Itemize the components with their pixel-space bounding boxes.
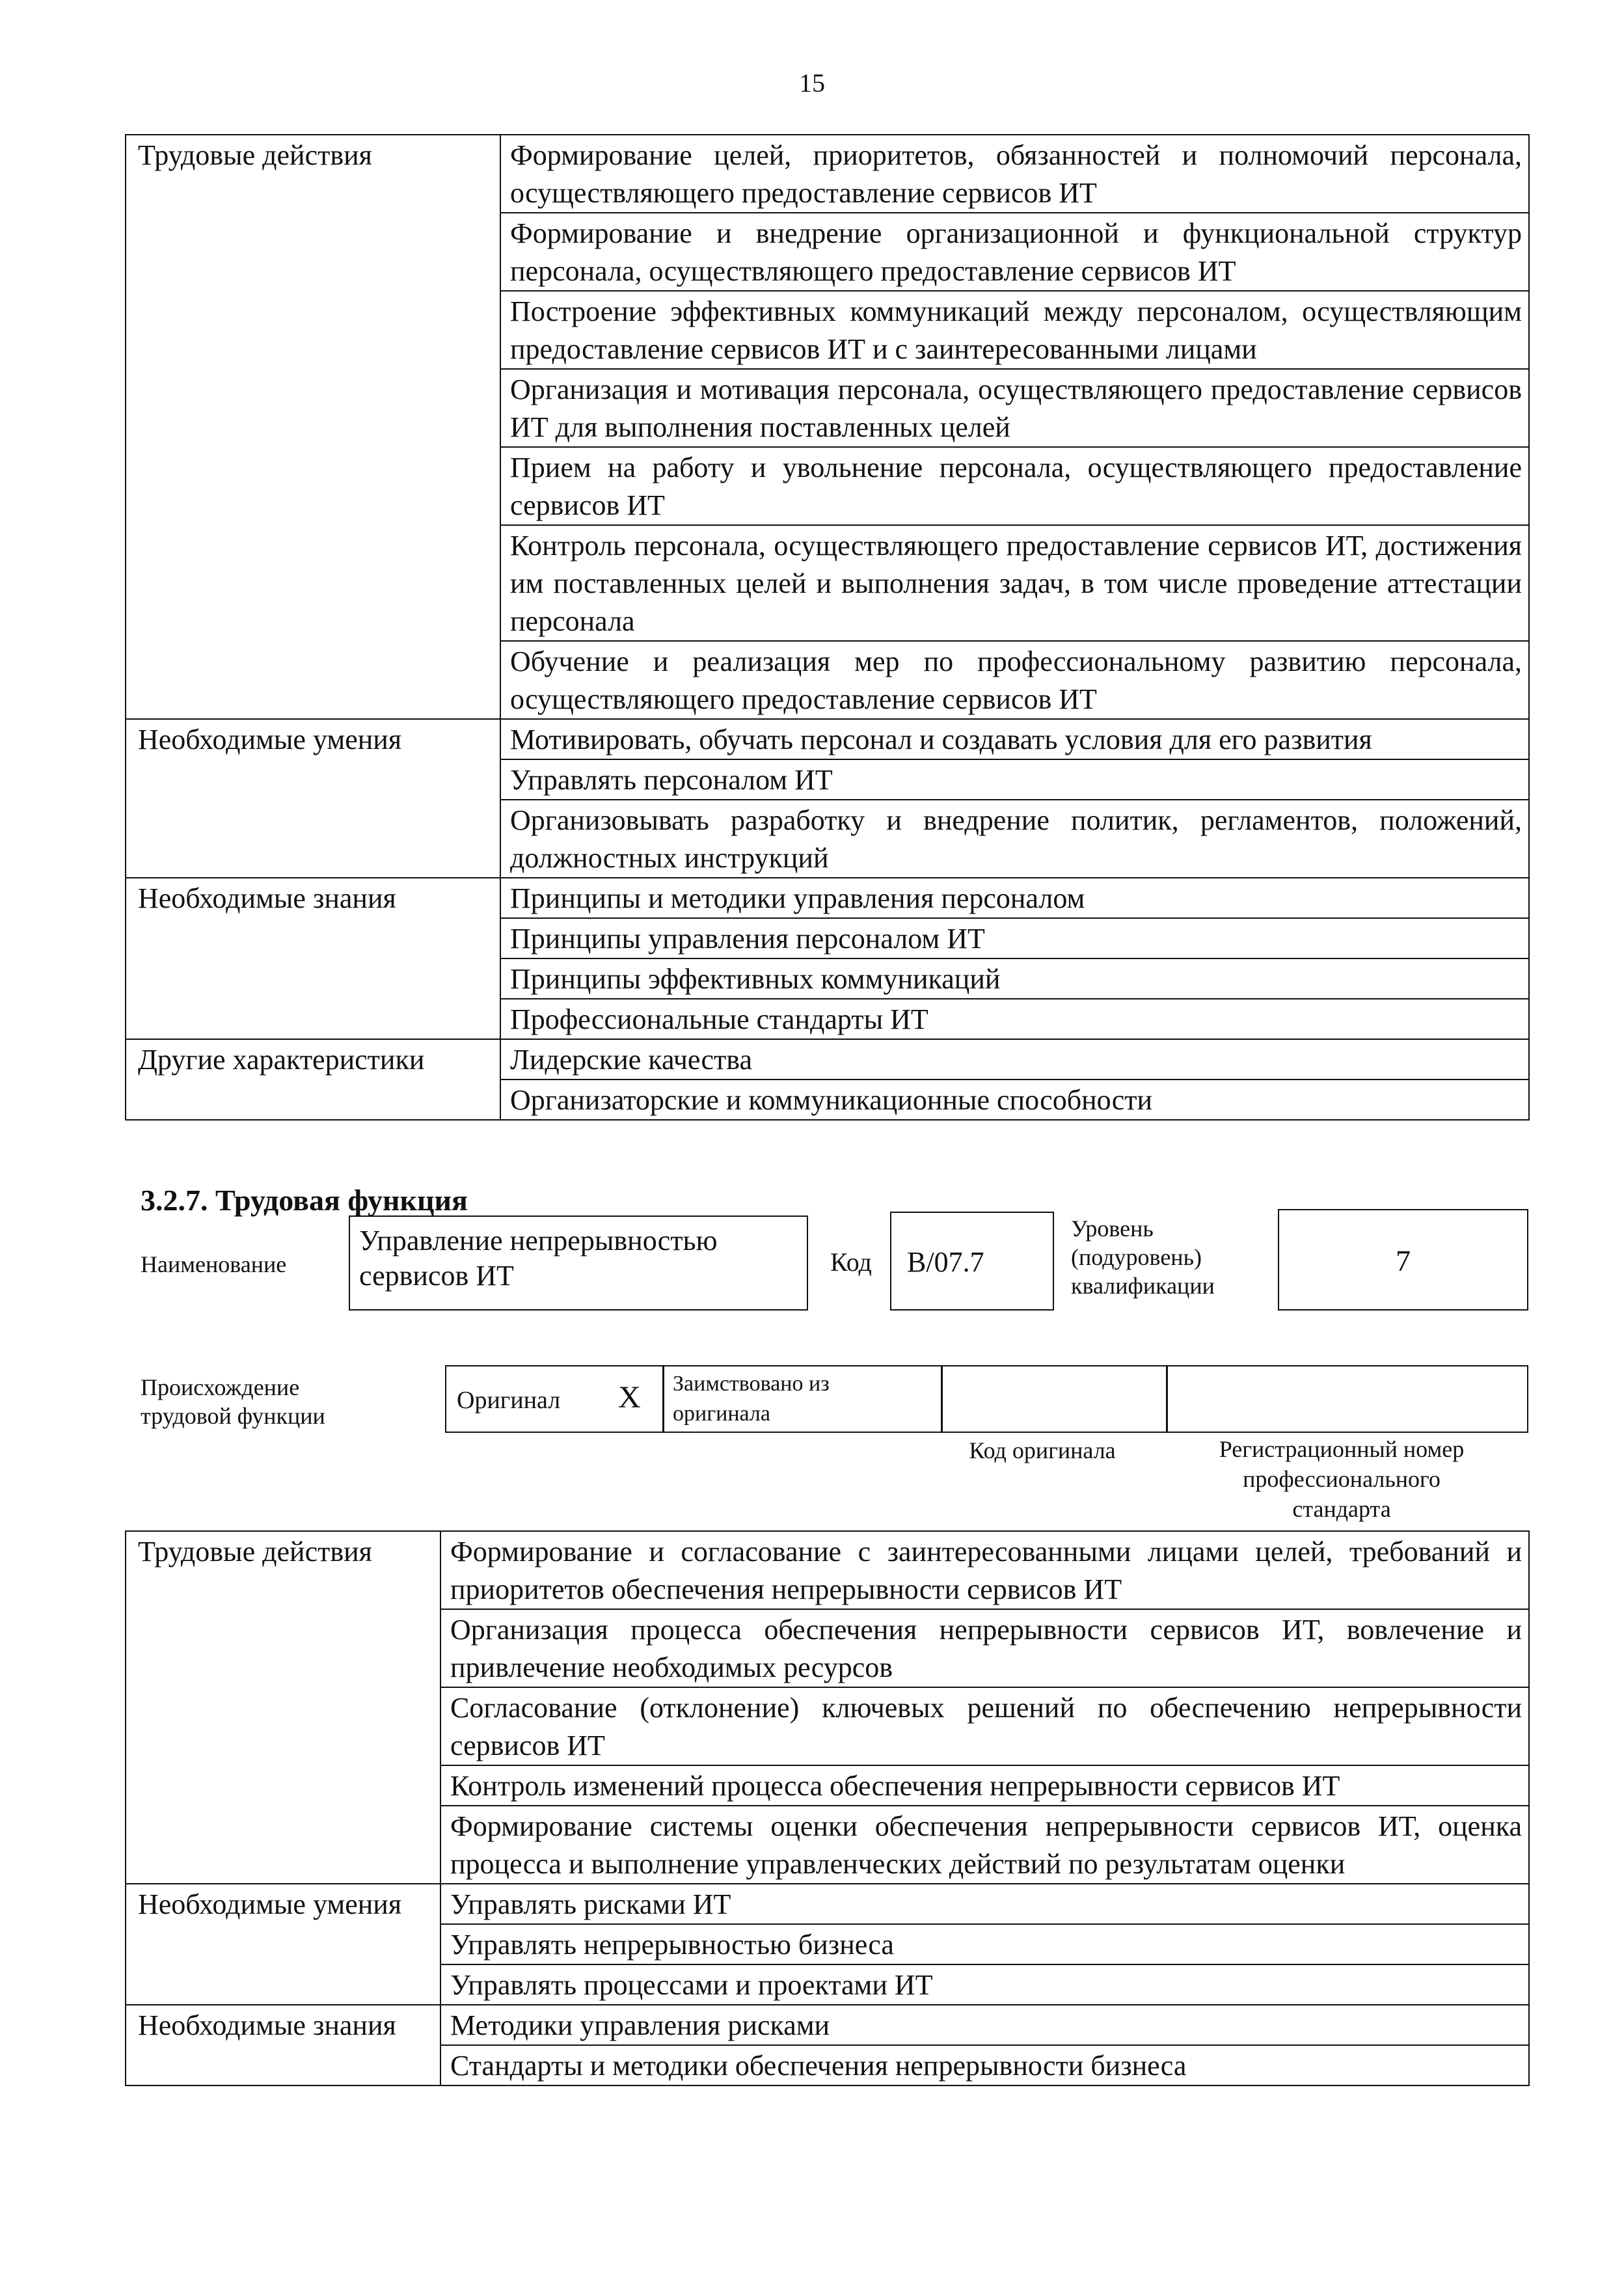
row-label-required-skills: Необходимые умения	[126, 719, 500, 878]
level-label: Уровень (подуровень) квалификации	[1071, 1216, 1215, 1299]
table-cell: Принципы и методики управления персоналом	[500, 878, 1529, 918]
function-name-box	[349, 1216, 808, 1311]
table-cell: Обучение и реализация мер по профессиональному развитию персонала, осуществляющего предоставление сервисов ИТ	[500, 641, 1529, 719]
name-label: Наименование	[141, 1251, 287, 1277]
labor-function-table-2	[125, 1530, 1530, 2086]
table-cell: Управлять процессами и проектами ИТ	[440, 1964, 1529, 2005]
row-label-other-characteristics: Другие характеристики	[126, 1039, 500, 1120]
table-row	[126, 719, 1529, 759]
table-cell: Лидерские качества	[500, 1039, 1529, 1080]
origin-label: Происхождение трудовой функции	[141, 1374, 325, 1429]
table-cell: Стандарты и методики обеспечения непрерывности бизнеса	[440, 2045, 1529, 2085]
table-cell: Формирование целей, приоритетов, обязанностей и полномочий персонала, осуществляющего предоставление сервисов ИТ	[500, 135, 1529, 213]
table-cell: Организация и мотивация персонала, осуществляющего предоставление сервисов ИТ для выполнения поставленных целей	[500, 369, 1529, 447]
table-cell: Принципы эффективных коммуникаций	[500, 958, 1529, 999]
borrowed-label: Заимствовано из оригинала	[673, 1372, 830, 1426]
table-cell: Управлять рисками ИТ	[440, 1884, 1529, 1924]
row-label-labor-actions: Трудовые действия	[126, 135, 500, 719]
row-label-labor-actions: Трудовые действия	[126, 1531, 440, 1884]
divider	[1166, 1366, 1168, 1432]
level-box	[1278, 1209, 1528, 1311]
labor-function-table-1	[125, 134, 1530, 1121]
table-cell: Контроль персонала, осуществляющего предоставление сервисов ИТ, достижения им поставленных целей и выполнения задач, в том числе проведение аттестации персонала	[500, 525, 1529, 641]
table-cell: Формирование и согласование с заинтересованными лицами целей, требований и приоритетов обеспечения непрерывности сервисов ИТ	[440, 1531, 1529, 1609]
code-value: B/07.7	[907, 1246, 984, 1278]
code-box	[890, 1212, 1054, 1311]
page-number: 15	[799, 68, 825, 98]
table-row	[126, 135, 1529, 213]
table-row	[126, 1884, 1529, 1924]
table-cell: Прием на работу и увольнение персонала, осуществляющего предоставление сервисов ИТ	[500, 447, 1529, 525]
table-cell: Организовывать разработку и внедрение политик, регламентов, положений, должностных инструкций	[500, 800, 1529, 878]
reg-caption: Регистрационный номер профессионального стандарта	[1219, 1436, 1465, 1522]
table-cell: Организация процесса обеспечения непрерывности сервисов ИТ, вовлечение и привлечение необходимых ресурсов	[440, 1609, 1529, 1687]
row-label-required-knowledge: Необходимые знания	[126, 878, 500, 1039]
table-row	[126, 1039, 1529, 1080]
table-cell: Согласование (отклонение) ключевых решений по обеспечению непрерывности сервисов ИТ	[440, 1687, 1529, 1765]
table-row	[126, 2005, 1529, 2045]
table-cell: Формирование системы оценки обеспечения непрерывности сервисов ИТ, оценка процесса и выполнение управленческих действий по результатам оценки	[440, 1806, 1529, 1884]
divider	[662, 1366, 664, 1432]
original-mark: X	[618, 1380, 641, 1415]
table-cell: Управлять персоналом ИТ	[500, 759, 1529, 800]
function-name-value: Управление непрерывностью сервисов ИТ	[359, 1225, 718, 1292]
code-label: Код	[830, 1247, 872, 1277]
table-cell: Контроль изменений процесса обеспечения непрерывности сервисов ИТ	[440, 1765, 1529, 1806]
table-cell: Профессиональные стандарты ИТ	[500, 999, 1529, 1039]
divider	[941, 1366, 943, 1432]
table-row	[126, 878, 1529, 918]
table-cell: Построение эффективных коммуникаций между персоналом, осуществляющим предоставление сервисов ИТ и с заинтересованными лицами	[500, 291, 1529, 369]
table-cell: Организаторские и коммуникационные способности	[500, 1080, 1529, 1120]
table-row	[126, 1531, 1529, 1609]
original-label: Оригинал	[457, 1387, 561, 1414]
table-cell: Методики управления рисками	[440, 2005, 1529, 2045]
origin-box	[445, 1365, 1528, 1433]
code-caption: Код оригинала	[969, 1437, 1116, 1463]
table-cell: Мотивировать, обучать персонал и создавать условия для его развития	[500, 719, 1529, 759]
table-cell: Формирование и внедрение организационной и функциональной структур персонала, осуществляющего предоставление сервисов ИТ	[500, 213, 1529, 291]
row-label-required-skills: Необходимые умения	[126, 1884, 440, 2005]
section-title: 3.2.7. Трудовая функция	[141, 1184, 468, 1217]
level-value: 7	[1396, 1244, 1411, 1277]
table-cell: Принципы управления персоналом ИТ	[500, 918, 1529, 958]
row-label-required-knowledge: Необходимые знания	[126, 2005, 440, 2085]
table-cell: Управлять непрерывностью бизнеса	[440, 1924, 1529, 1964]
